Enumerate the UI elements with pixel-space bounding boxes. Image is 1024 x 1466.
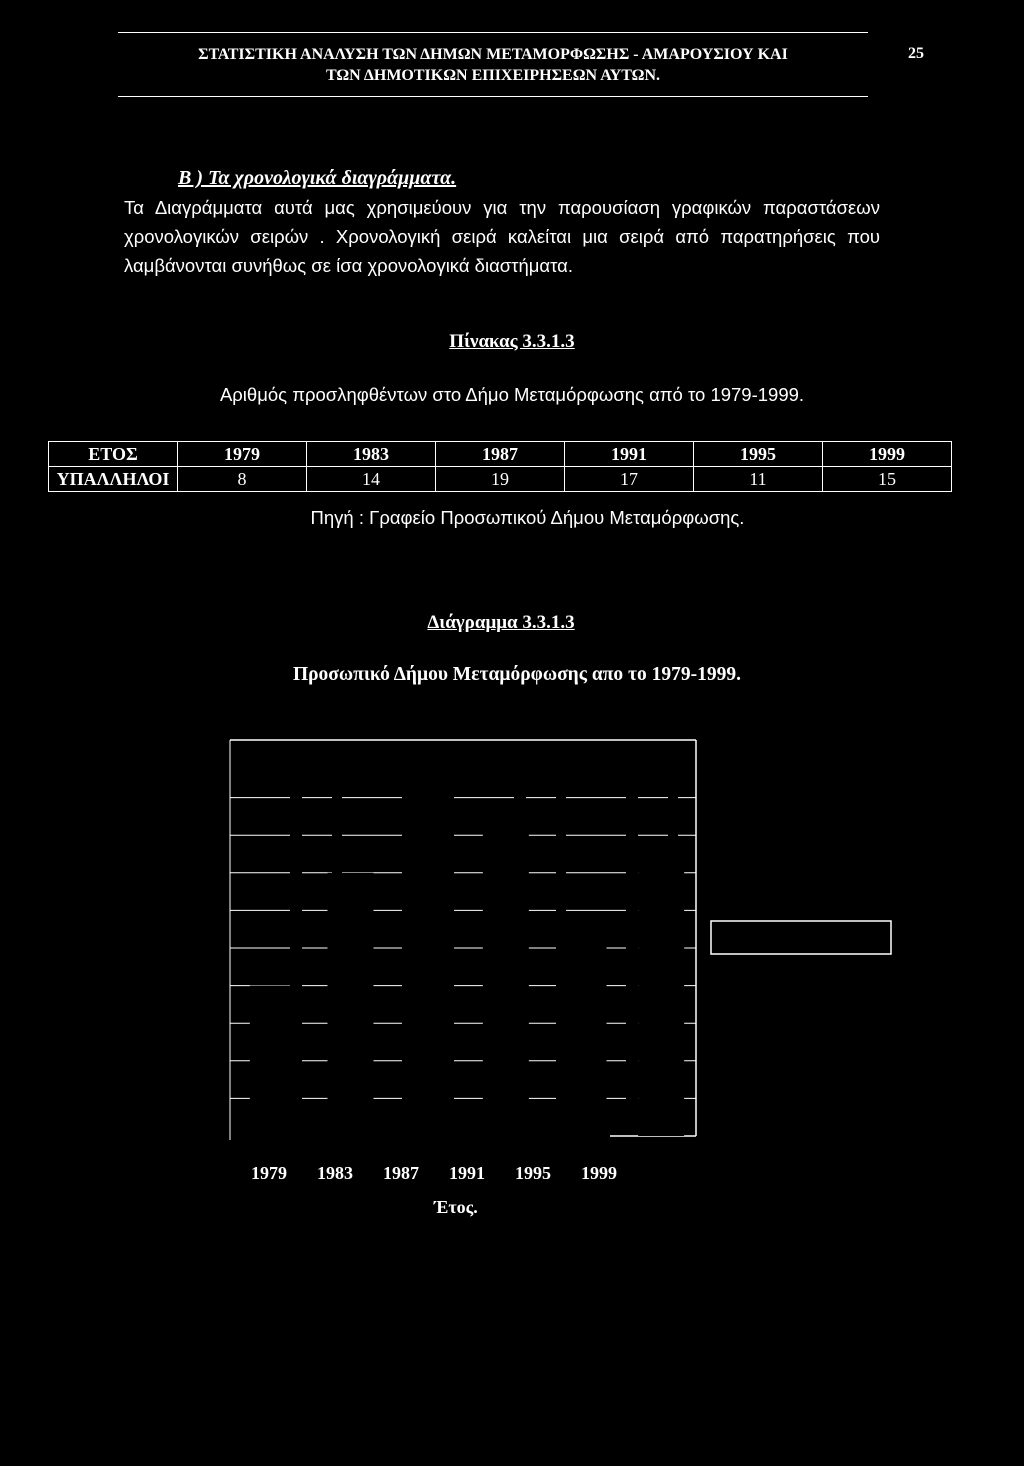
- table-source-note: Πηγή : Γραφείο Προσωπικού Δήμου Μεταμόρφωσης.: [310, 507, 745, 528]
- year-cell: 1987: [436, 442, 565, 467]
- chart-bar: [483, 816, 529, 1136]
- header-title-line-2: ΤΩΝ ΔΗΜΟΤΙΚΩΝ ΕΠΙΧΕΙΡΗΣΕΩΝ ΑΥΤΩΝ.: [325, 67, 661, 84]
- table-caption: Αριθμός προσληφθέντων στο Δήμο Μεταμόρφωσης από το 1979-1999.: [219, 384, 805, 405]
- header-title-line-1: ΣΤΑΤΙΣΤΙΚΗ ΑΝΑΛΥΣΗ ΤΩΝ ΔΗΜΩΝ ΜΕΤΑΜΟΡΦΩΣΗΣ - ΑΜΑΡΟΥΣΙΟΥ ΚΑΙ: [198, 46, 788, 63]
- chart-label: Διάγραμμα 3.3.1.3: [427, 612, 575, 633]
- chart-frame: [230, 740, 696, 1140]
- chart-x-tick-label: 1987: [383, 1163, 419, 1183]
- table-label: Πίνακας 3.3.1.3: [449, 331, 575, 352]
- row-header-employees: ΥΠΑΛΛΗΛΟΙ: [49, 467, 178, 492]
- chart-bar: [561, 929, 607, 1136]
- chart-legend: [711, 921, 891, 954]
- employee-count-cell: 8: [178, 467, 307, 492]
- chart-caption: Προσωπικό Δήμου Μεταμόρφωσης απο το 1979-1999.: [292, 664, 742, 685]
- year-cell: 1995: [694, 442, 823, 467]
- year-cell: 1983: [307, 442, 436, 467]
- chart-bar: [638, 854, 684, 1136]
- employee-count-cell: 15: [823, 467, 952, 492]
- year-cell: 1999: [823, 442, 952, 467]
- chart-x-tick-labels: [251, 1163, 617, 1183]
- row-header-year: ΕΤΟΣ: [49, 442, 178, 467]
- chart-bar: [250, 986, 296, 1136]
- chart-x-tick-label: 1999: [581, 1163, 617, 1183]
- page-number: 25: [908, 45, 924, 62]
- year-cell: 1979: [178, 442, 307, 467]
- year-cell: 1991: [565, 442, 694, 467]
- chart-bar: [405, 779, 451, 1136]
- x-axis-title: Έτος.: [434, 1197, 478, 1217]
- chart-x-tick-label: 1979: [251, 1163, 287, 1183]
- employee-count-cell: 11: [694, 467, 823, 492]
- chart-x-tick-label: 1995: [515, 1163, 551, 1183]
- chart-gridlines: [230, 798, 696, 1099]
- chart-x-tick-label: 1983: [317, 1163, 353, 1183]
- chart-bar: [328, 873, 374, 1136]
- section-heading: Β ) Τα χρονολογικά διαγράμματα.: [178, 167, 457, 189]
- chart-legend-box: [711, 921, 891, 954]
- employee-count-cell: 19: [436, 467, 565, 492]
- employee-count-cell: 14: [307, 467, 436, 492]
- employee-count-cell: 17: [565, 467, 694, 492]
- chart-x-tick-label: 1991: [449, 1163, 485, 1183]
- chart-bars: [250, 779, 684, 1136]
- intro-paragraph: Τα Διαγράμματα αυτά μας χρησιμεύουν για την παρουσίαση γραφικών παραστάσεων χρονολογικών σειρών . Χρονολογική σειρά καλείται μια σειρά από παρατηρήσεις που λαμβάνονται συνήθως σε ίσα χρονολογικά διαστήματα.: [124, 197, 880, 276]
